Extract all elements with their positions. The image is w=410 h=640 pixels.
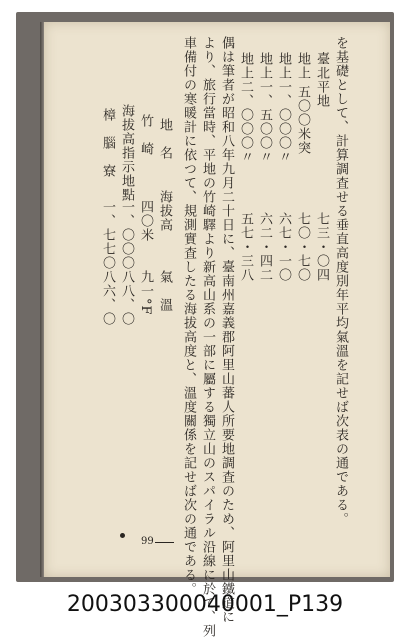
table1-label: 臺北平地 — [314, 52, 329, 108]
table1-value: 六七・一〇 — [276, 212, 291, 282]
table2-header-temp: 氣 溫 — [157, 270, 172, 312]
text-line-intro: を基礎として、計算調査せる垂直高度別年平均氣溫を記せば次表の通である。 — [333, 36, 348, 526]
table1-value: 五七・三八 — [238, 212, 253, 282]
catalog-id-caption: 200303300040001_P139 — [66, 592, 344, 617]
table2-temp: 八六、〇 — [100, 270, 115, 326]
page-number-dash — [155, 542, 174, 543]
table1-value: 七三・〇四 — [314, 212, 329, 282]
ink-dot — [120, 533, 125, 538]
table2-header-elevation: 海拔高 — [157, 190, 172, 232]
table2-place: 樟 腦 寮 — [100, 108, 115, 178]
table1-label: 地上 五〇〇米突 — [295, 52, 310, 156]
table2-elevation: 一、〇〇〇 — [119, 200, 134, 270]
page-number: 99 — [141, 536, 154, 547]
table1-value: 六二・四二 — [257, 212, 272, 282]
table1-label: 地上二、〇〇〇〃 — [238, 52, 253, 164]
table2-elevation: 一、七七〇 — [100, 200, 115, 270]
table1-label: 地上一、五〇〇〃 — [257, 52, 272, 164]
table2-place: 竹 崎 — [138, 114, 153, 156]
table2-header-place: 地 名 — [157, 118, 172, 160]
table1-label: 地上一、〇〇〇〃 — [276, 52, 291, 164]
table1-value: 七〇・七〇 — [295, 212, 310, 282]
paragraph-line: 車備付の寒暖計に依つて、規測實査したる海拔高度と、溫度關係を記せば次の通である。 — [181, 36, 196, 596]
table2-place: 海拔高指示地點 — [119, 104, 134, 202]
table2-temp: 九一°F — [138, 270, 153, 316]
paragraph-line: より、旅行當時、平地の竹崎驛より新高山系の一部に屬する獨立山のスパイラル沿線に於て、列 — [200, 36, 215, 638]
paragraph-line: 偶は筆者が昭和八年九月二十日に、臺南州嘉義郡阿里山蕃人所要地調査のため、阿里山鐵道に — [219, 36, 234, 624]
table2-elevation: 四〇米 — [138, 200, 153, 242]
table2-temp: 八八、〇 — [119, 270, 134, 326]
